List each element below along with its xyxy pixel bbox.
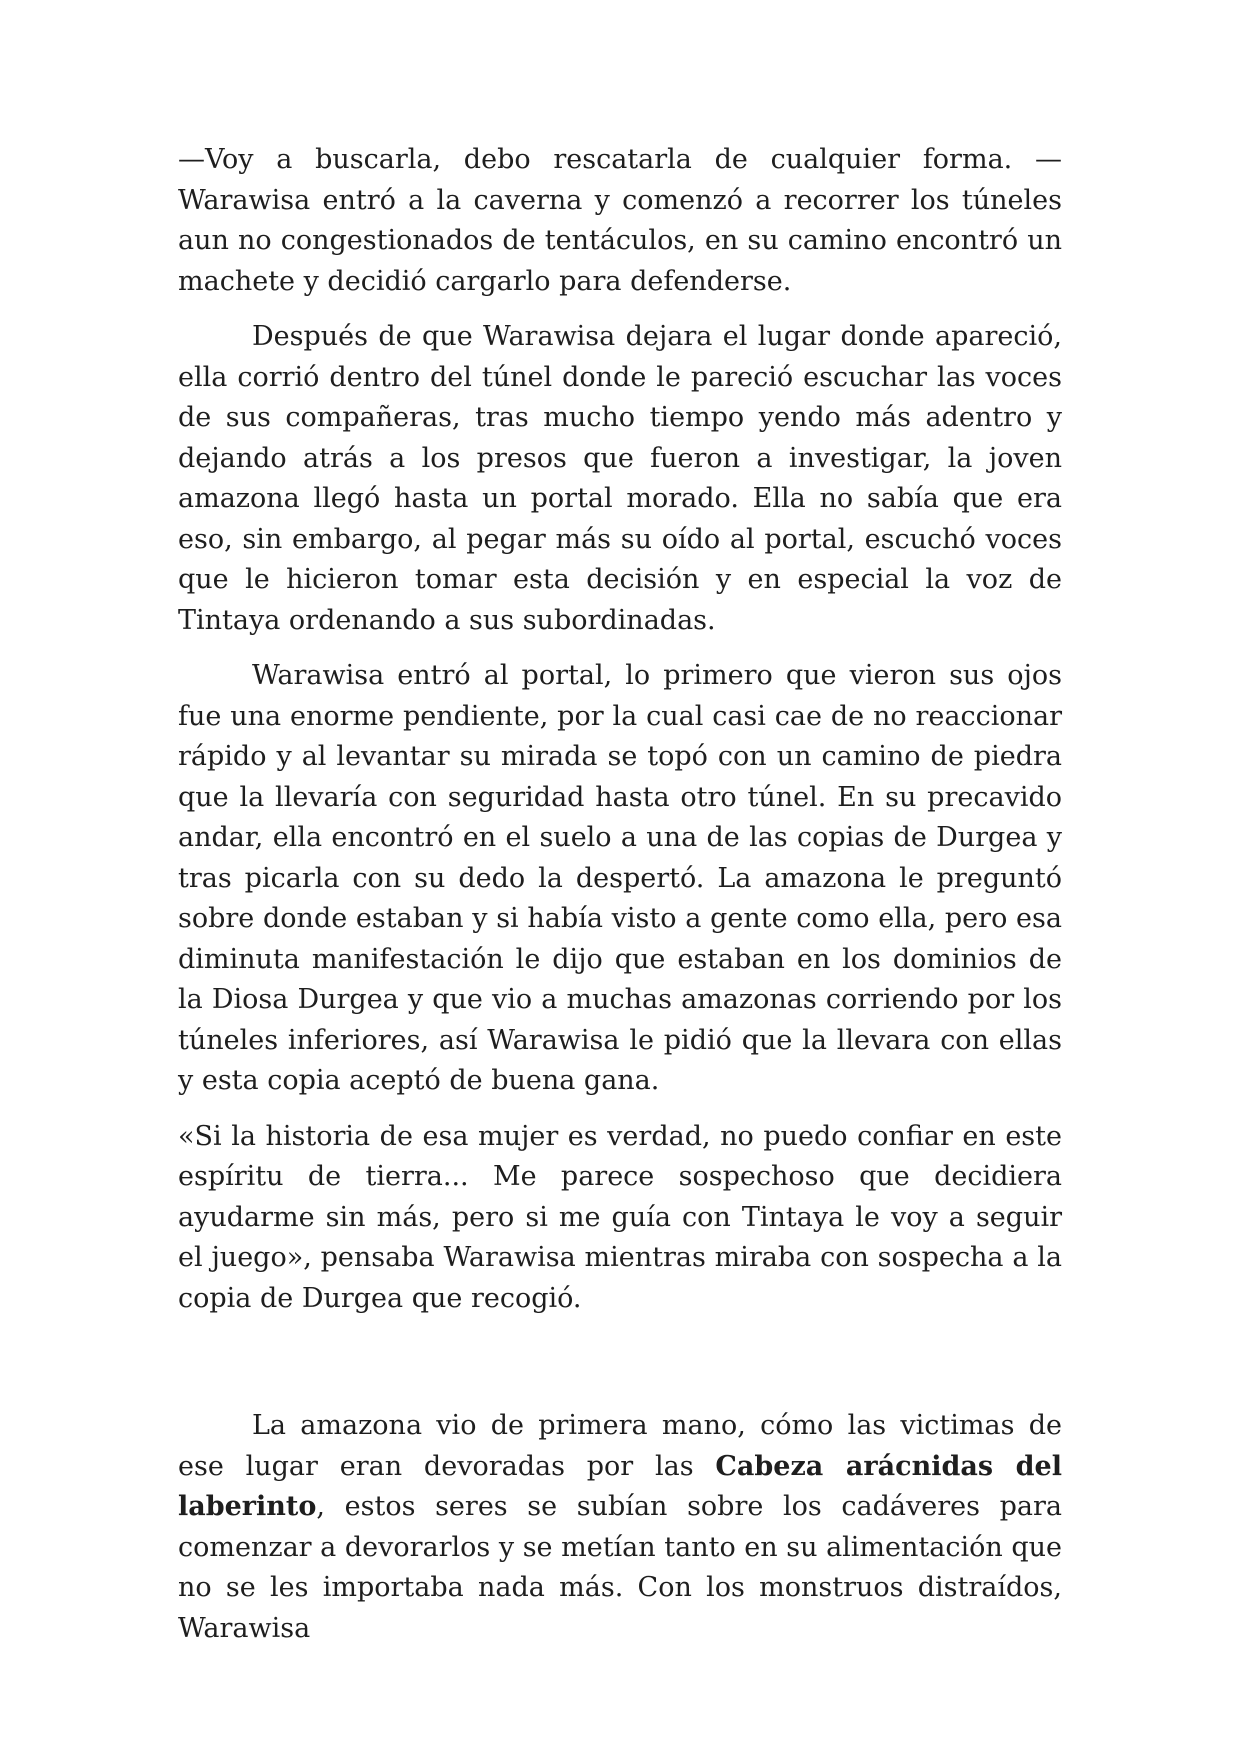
paragraph-durgea-copy: Warawisa entró al portal, lo primero que vieron sus ojos fue una enorme pendiente, por la cual casi cae de no reaccionar rápido y al levantar su mirada se topó con un camino de piedra que la llevaría con seguridad hasta otro túnel. En su precavido andar, ella encontró en el suelo a una de las copias de Durgea y tras picarla con su dedo la despertó. La amazona le preguntó sobre donde estaban y si había visto a gente como ella, pero esa diminuta manifestación le dijo que estaban en los dominios de la Diosa Durgea y que vio a muchas amazonas corriendo por los túneles inferiores, así Warawisa le pidió que la llevara con ellas y esta copia aceptó de buena gana. (178, 660, 1062, 1096)
paragraph-spiders-start: La amazona vio de primera mano, cómo las victimas de ese lugar eran devoradas por las (178, 1410, 1062, 1482)
creature-name: Cabeza arácnidas del laberinto (178, 1450, 1062, 1522)
paragraph-spiders-end: , estos seres se subían sobre los cadáveres para comenzar a devorarlos y se metían tanto en su alimentación que no se les importaba nada más. Con los monstruos distraídos, Warawisa (178, 1491, 1062, 1644)
paragraph-thought: «Si la historia de esa mujer es verdad, no puedo confiar en este espíritu de tierra... Me parece sospechoso que decidiera ayudarme sin más, pero si me guía con Tintaya le voy a seguir el juego», pensaba Warawisa mientras miraba con sospecha a la copia de Durgea que recogió. (178, 1120, 1062, 1314)
paragraph-portal: Después de que Warawisa dejara el lugar donde apareció, ella corrió dentro del túnel donde le pareció escuchar las voces de sus compañeras, tras mucho tiempo yendo más adentro y dejando atrás a los presos que fueron a investigar, la joven amazona llegó hasta un portal morado. Ella no sabía que era eso, sin embargo, al pegar más su oído al portal, escuchó voces que le hicieron tomar esta decisión y en especial la voz de Tintaya ordenando a sus subordinadas. (178, 321, 1062, 636)
paragraph-dialogue: —Voy a buscarla, debo rescatarla de cualquier forma. —Warawisa entró a la caverna y comenzó a recorrer los túneles aun no congestionados de tentáculos, en su camino encontró un machete y decidió cargarlo para defenderse. (178, 144, 1062, 297)
section-gap (178, 1334, 1062, 1406)
page-body (178, 140, 1062, 1664)
paragraph-spiders (178, 1406, 1062, 1649)
